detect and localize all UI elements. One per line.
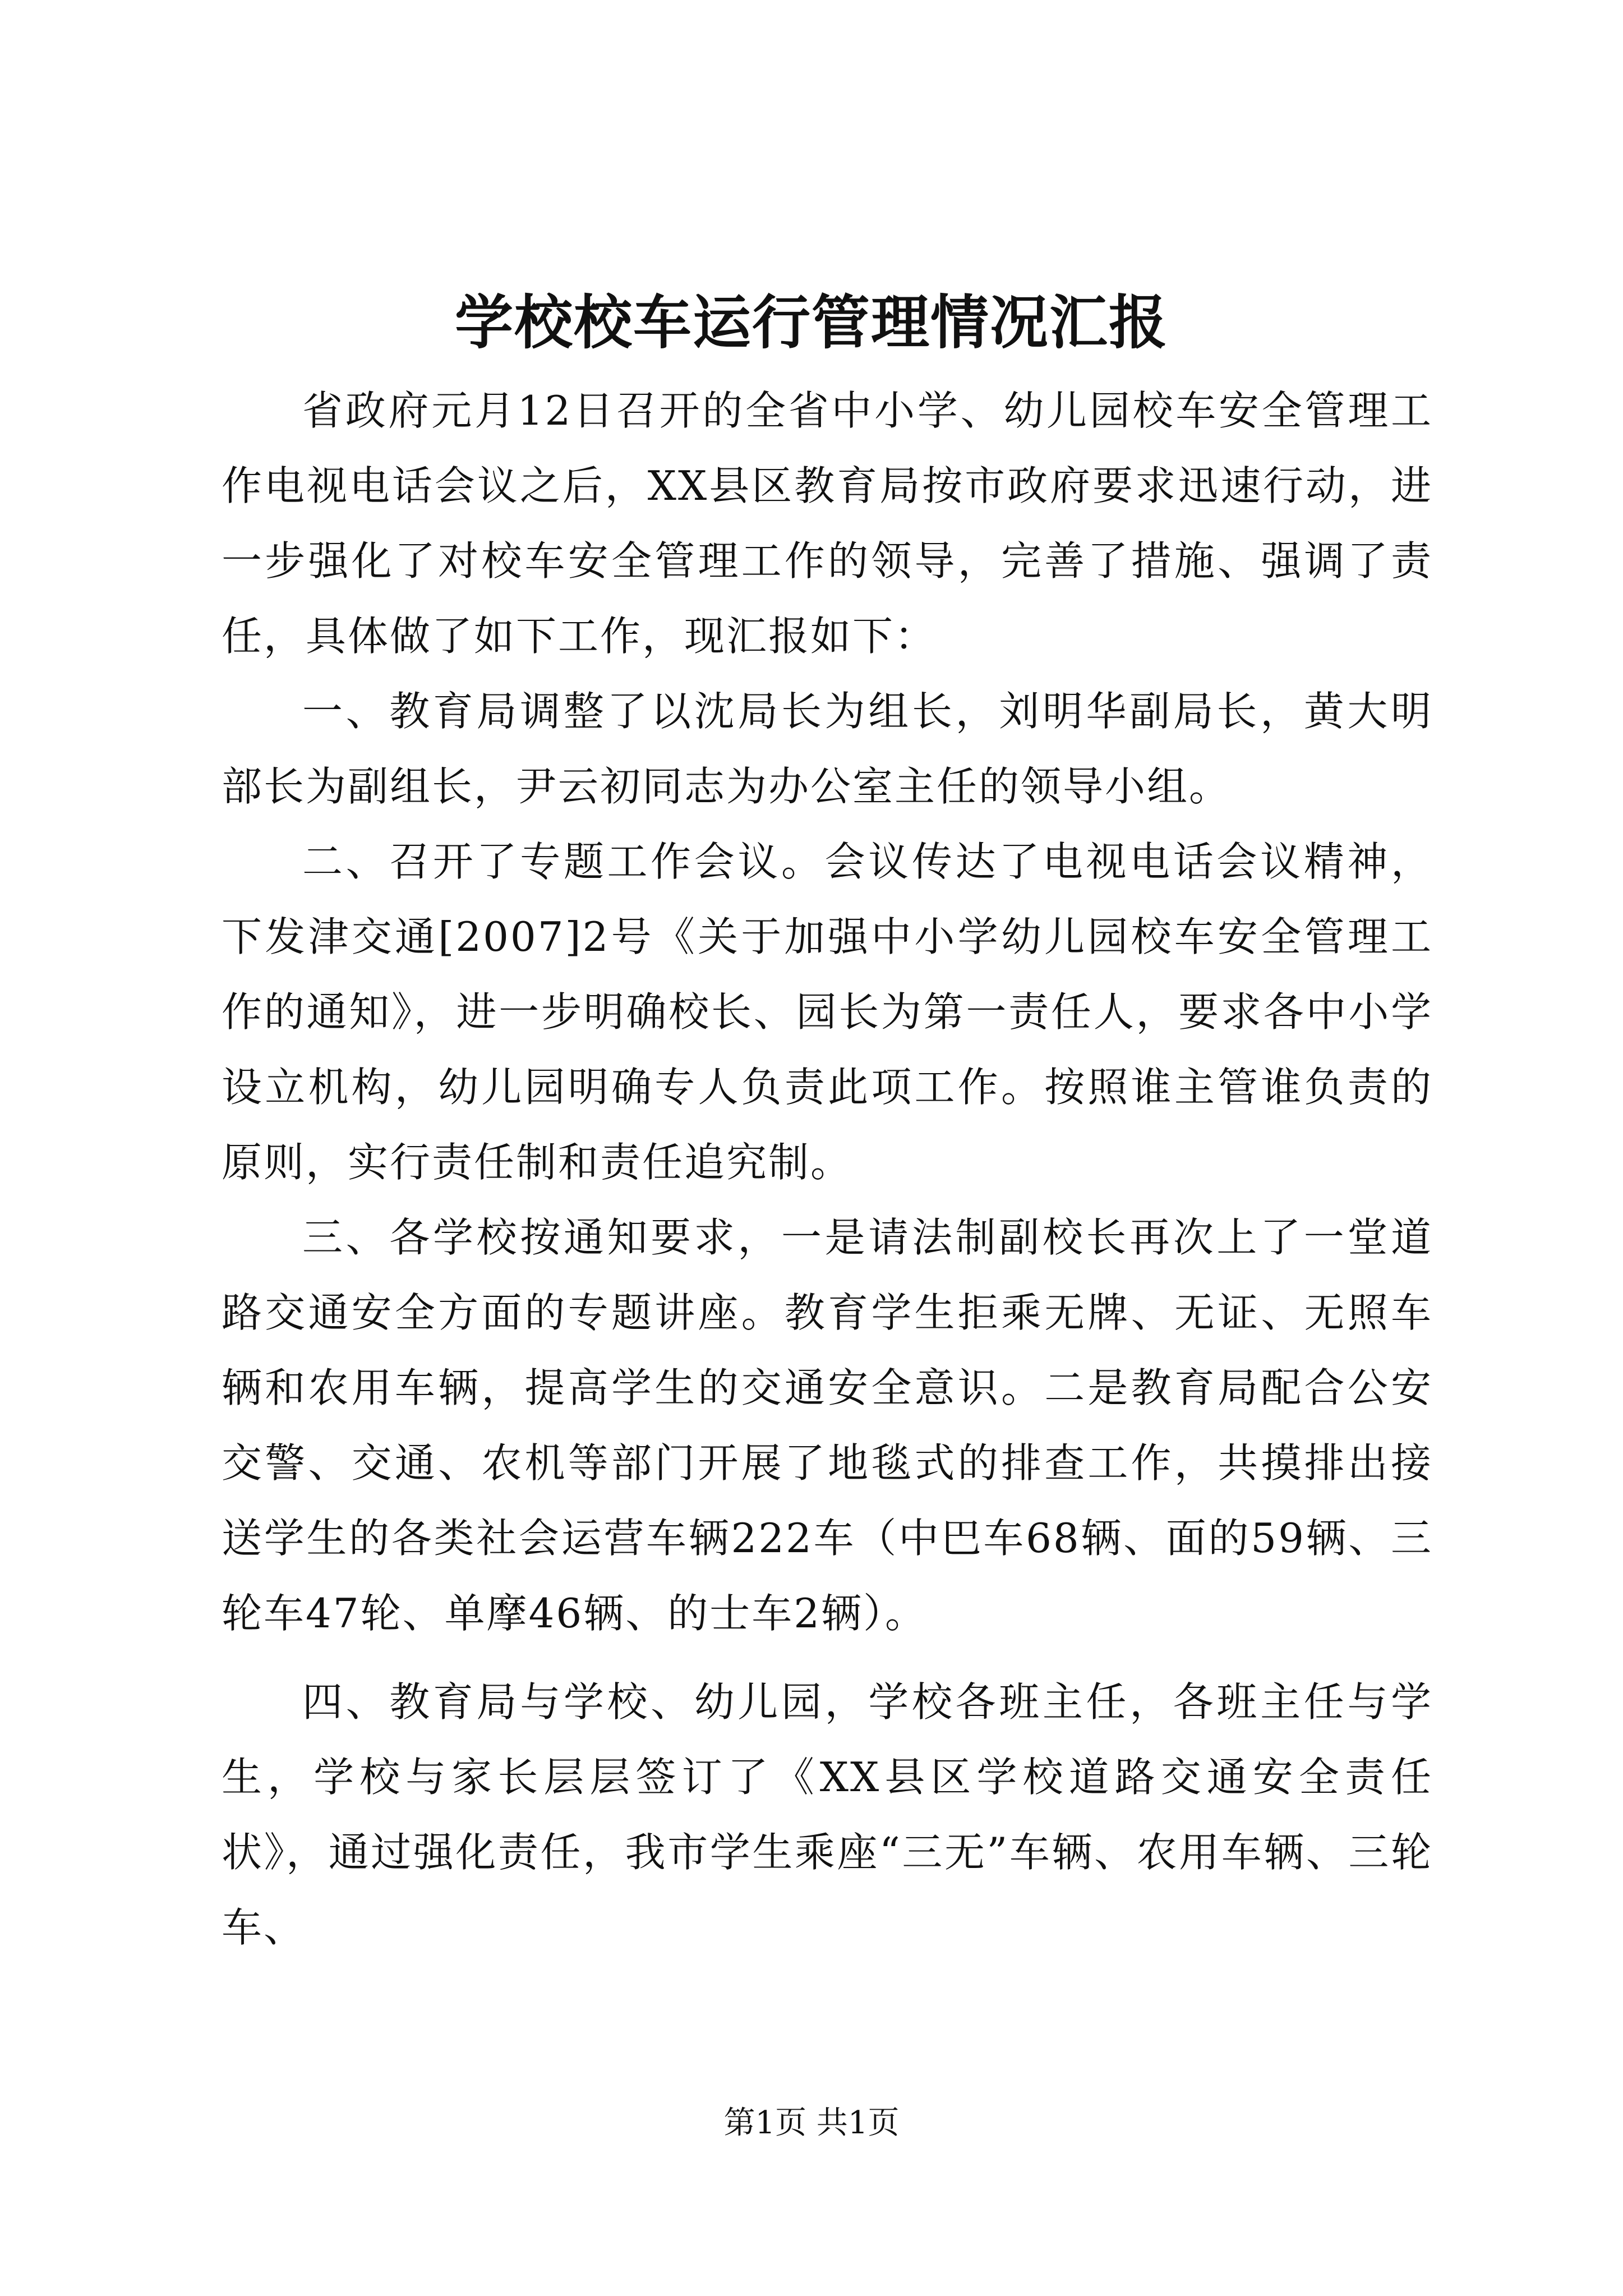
paragraph-item-4: 四、教育局与学校、幼儿园，学校各班主任，各班主任与学生，学校与家长层层签订了《XX县区学校道路交通安全责任状》，通过强化责任，我市学生乘座“三无”车辆、农用车辆、三轮车、 xyxy=(222,1678,1433,1951)
paragraph-item-2: 二、召开了专题工作会议。会议传达了电视电话会议精神，下发津交通[2007]2号《关于加强中小学幼儿园校车安全管理工作的通知》，进一步明确校长、园长为第一责任人，要求各中小学设立机构，幼儿园明确专人负责此项工作。按照谁主管谁负责的原则，实行责任制和责任追究制。 xyxy=(222,838,1433,1186)
paragraph-item-1: 一、教育局调整了以沈局长为组长，刘明华副局长，黄大明部长为副组长，尹云初同志为办公室主任的领导小组。 xyxy=(222,688,1433,810)
document-body xyxy=(222,373,1433,1965)
page-number-footer: 第1页 共1页 xyxy=(723,2105,900,2141)
document-title: 学校校车运行管理情况汇报 xyxy=(454,288,1168,357)
paragraph-item-3: 三、各学校按通知要求，一是请法制副校长再次上了一堂道路交通安全方面的专题讲座。教育学生拒乘无牌、无证、无照车辆和农用车辆，提高学生的交通安全意识。二是教育局配合公安交警、交通、农机等部门开展了地毯式的排查工作，共摸排出接送学生的各类社会运营车辆222车（中巴车68辆、面的59辆、三轮车47轮、单摩46辆、的士车2辆）。 xyxy=(222,1214,1433,1637)
paragraph-intro: 省政府元月12日召开的全省中小学、幼儿园校车安全管理工作电视电话会议之后，XX县区教育局按市政府要求迅速行动，进一步强化了对校车安全管理工作的领导，完善了措施、强调了责任，具体做了如下工作，现汇报如下： xyxy=(222,387,1433,660)
